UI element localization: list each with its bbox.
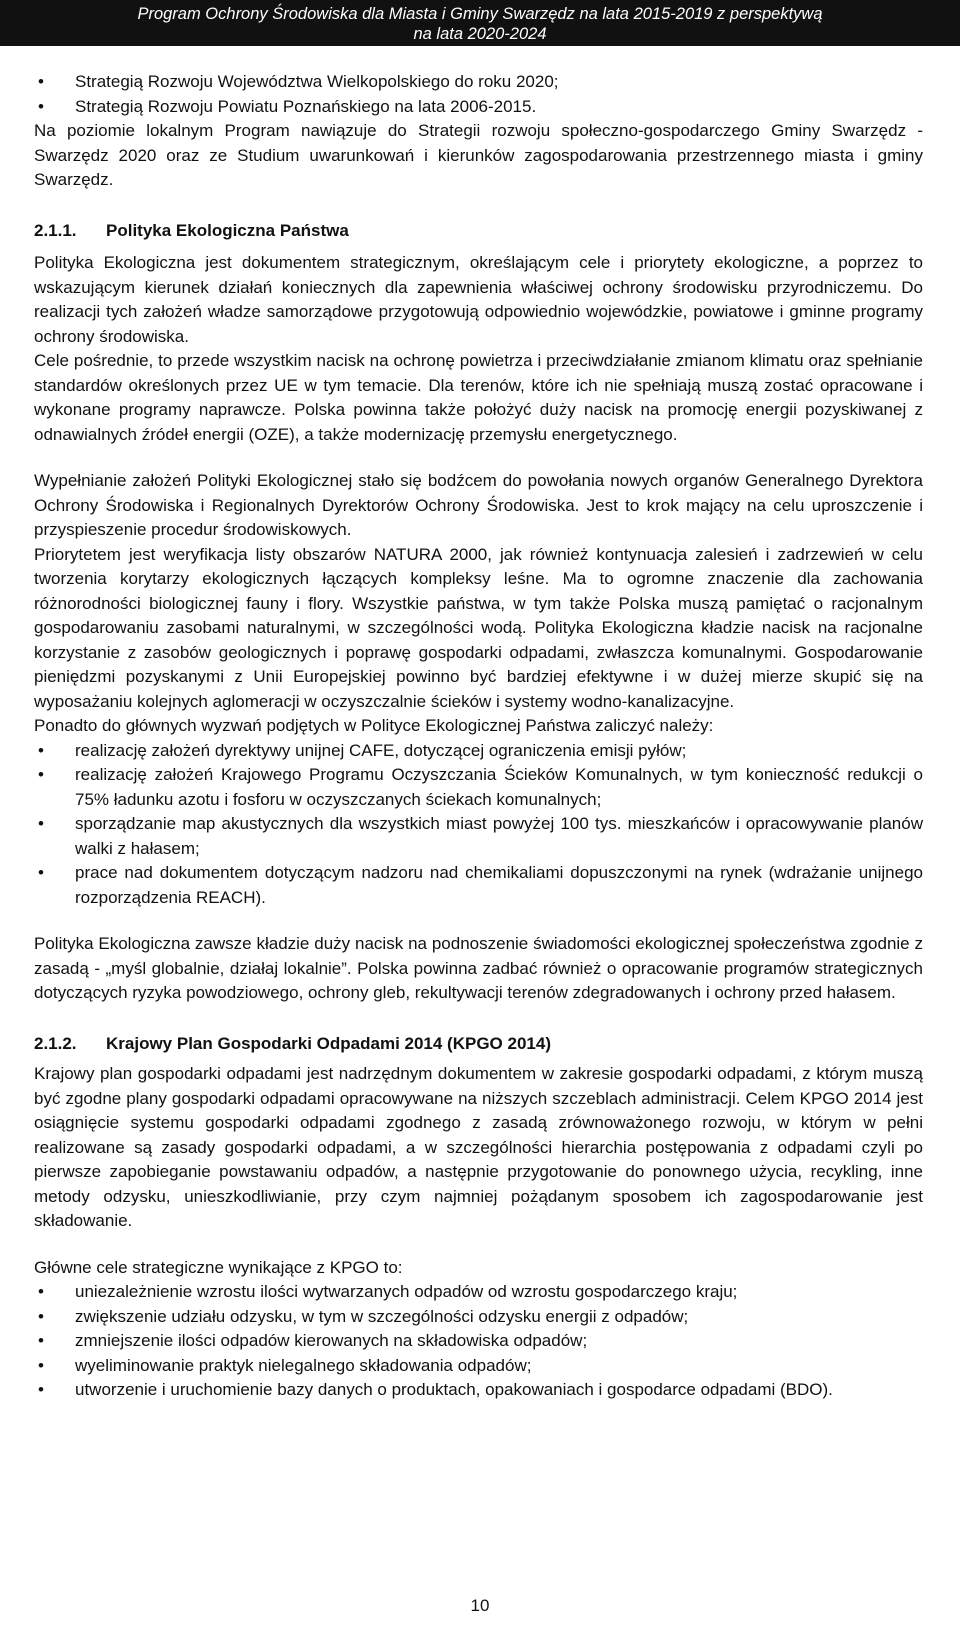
section-number: 2.1.2. [34,1033,77,1053]
section-title: Krajowy Plan Gospodarki Odpadami 2014 (KPGO 2014) [106,1033,551,1053]
paragraph: Ponadto do głównych wyzwań podjętych w Polityce Ekologicznej Państwa zaliczyć należy: [34,716,714,735]
list-item: • sporządzanie map akustycznych dla wszystkich miast powyżej 100 tys. mieszkańców i opracowywanie planów walki z hałasem; [34,812,923,861]
goals-intro: Główne cele strategiczne wynikające z KPGO to: [34,1257,403,1277]
list-item: • zmniejszenie ilości odpadów kierowanych na składowiska odpadów; [34,1329,923,1354]
header-line-2: na lata 2020-2024 [413,25,547,43]
header-line-1: Program Ochrony Środowiska dla Miasta i Gminy Swarzędz na lata 2015-2019 z perspektywą [137,5,823,23]
list-item: • zwiększenie udziału odzysku, w tym w szczególności odzysku energii z odpadów; [34,1305,923,1330]
section-heading-2-1-1 [34,219,923,244]
closing-paragraph: Polityka Ekologiczna zawsze kładzie duży nacisk na podnoszenie świadomości ekologicznej społeczeństwa zgodnie z zasadą - „myśl globalnie, działaj lokalnie”. Polska powinna zadbać również o opracowanie programów strategicznych dotyczących ryzyka powodziowego, ochrony gleb, rekultywacji terenów zdegradowanych i ochrony przed hałasem. [34,934,923,1002]
paragraph: Priorytetem jest weryfikacja listy obszarów NATURA 2000, jak również kontynuacja zalesień i zadrzewień w celu tworzenia korytarzy ekologicznych łączących kompleksy leśne. Ma to ogromne znaczenie dla zachowania różnorodności biologicznej fauny i flory. Wszystkie państwa, w tym także Polska muszą pamiętać o racjonalnym gospodarowaniu zasobami naturalnymi, w szczególności wodą. Polityka Ekologiczna kładzie nacisk na racjonalne korzystanie z zasobów geologicznych i poprawę gospodarki odpadami, zwłaszcza komunalnymi. Gospodarowanie pieniędzmi pozyskanymi z Unii Europejskiej powinno być bardziej efektywne i w dużej mierze skupić się na wyposażaniu kolejnych aglomeracji w oczyszczalnie ścieków i systemy wodno-kanalizacyjne. [34,544,923,711]
goals-bullet-list [34,1280,923,1403]
section-number: 2.1.1. [34,220,77,240]
list-item: • Strategią Rozwoju Województwa Wielkopolskiego do roku 2020; [34,70,923,95]
page-content [34,46,923,1403]
page-number: 10 [470,1596,490,1615]
paragraph: Krajowy plan gospodarki odpadami jest nadrzędnym dokumentem w zakresie gospodarki odpadami, z którym muszą być zgodne plany gospodarki odpadami opracowywane na niższych szczeblach administracji. Celem KPGO 2014 jest osiągnięcie systemu gospodarki odpadami zgodnego z zasadą zrównoważonego rozwoju, w którym w pełni realizowane są zasady gospodarki odpadami, a w szczególności hierarchia postępowania z odpadami czyli po pierwsze zapobieganie powstawaniu odpadów, a następnie przygotowanie do ponownego użycia, recykling, inne metody odzysku, unieszkodliwianie, przy czym najmniej pożądanym sposobem ich zagospodarowanie jest składowanie. [34,1064,923,1230]
paragraph: Polityka Ekologiczna jest dokumentem strategicznym, określającym cele i priorytety ekologiczne, a poprzez to wskazującym kierunek działań koniecznych dla zapewnienia właściwej ochrony środowisku przyrodniczemu. Do realizacji tych założeń władze samorządowe przygotowują odpowiednio wojewódzkie, powiatowe i gminne programy ochrony środowiska. [34,253,923,346]
document-header [0,0,960,46]
list-item: • prace nad dokumentem dotyczącym nadzoru nad chemikaliami dopuszczonymi na rynek (wdrażanie unijnego rozporządzenia REACH). [34,861,923,910]
list-item: • wyeliminowanie praktyk nielegalnego składowania odpadów; [34,1354,923,1379]
list-item: • Strategią Rozwoju Powiatu Poznańskiego na lata 2006-2015. [34,95,923,120]
top-bullet-list [34,70,923,119]
challenges-bullet-list [34,739,923,911]
section-title: Polityka Ekologiczna Państwa [106,220,349,240]
list-item: • utworzenie i uruchomienie bazy danych o produktach, opakowaniach i gospodarce odpadami (BDO). [34,1378,923,1403]
paragraph: Wypełnianie założeń Polityki Ekologicznej stało się bodźcem do powołania nowych organów Generalnego Dyrektora Ochrony Środowiska i Regionalnych Dyrektorów Ochrony Środowiska. Jest to krok mający na celu uproszczenie i przyspieszenie procedur środowiskowych. [34,471,923,539]
section-heading-2-1-2 [34,1032,923,1057]
list-item: • realizację założeń Krajowego Programu Oczyszczania Ścieków Komunalnych, w tym konieczność redukcji o 75% ładunku azotu i fosforu w oczyszczanych ściekach komunalnych; [34,763,923,812]
paragraph: Cele pośrednie, to przede wszystkim nacisk na ochronę powietrza i przeciwdziałanie zmianom klimatu oraz spełnianie standardów określonych przez UE w tym temacie. Dla terenów, które ich nie spełniają muszą zostać opracowane i wykonane programy naprawcze. Polska powinna także położyć duży nacisk na promocję energii pozyskiwanej z odnawialnych źródeł energii (OZE), a także modernizację przemysłu energetycznego. [34,351,923,444]
list-item: • realizację założeń dyrektywy unijnej CAFE, dotyczącej ograniczenia emisji pyłów; [34,739,923,764]
list-item: • uniezależnienie wzrostu ilości wytwarzanych odpadów od wzrostu gospodarczego kraju; [34,1280,923,1305]
intro-paragraph: Na poziomie lokalnym Program nawiązuje do Strategii rozwoju społeczno-gospodarczego Gminy Swarzędz - Swarzędz 2020 oraz ze Studium uwarunkowań i kierunków zagospodarowania przestrzennego miasta i gminy Swarzędz. [34,121,923,189]
